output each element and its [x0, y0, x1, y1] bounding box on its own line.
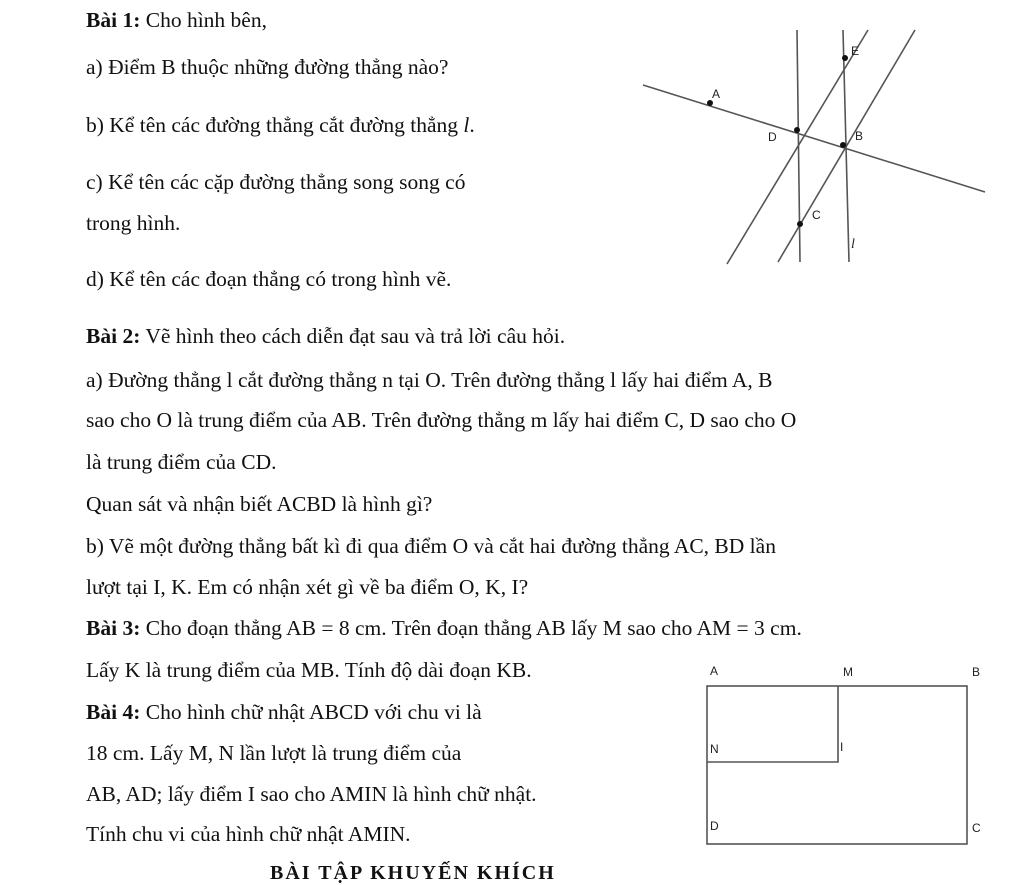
bai4-figure: [707, 686, 967, 844]
point-c-dot: [797, 221, 803, 227]
point-d-dot: [794, 127, 800, 133]
bai4-title: Bài 4:: [86, 700, 141, 724]
bai4-line2: 18 cm. Lấy M, N lần lượt là trung điểm của: [86, 741, 462, 765]
bai3-title: Bài 3:: [86, 616, 141, 640]
bai2-a-line2: sao cho O là trung điểm của AB. Trên đường thẳng m lấy hai điểm C, D sao cho O: [86, 408, 797, 432]
rect-abcd: [707, 686, 967, 844]
label-e: E: [851, 44, 860, 58]
label-rect-i: I: [840, 740, 844, 754]
label-rect-d: D: [710, 819, 719, 833]
bai4-line4: Tính chu vi của hình chữ nhật AMIN.: [86, 822, 411, 846]
line-ad-horizontal: [643, 85, 985, 192]
point-b-dot: [840, 142, 846, 148]
footer-heading: BÀI TẬP KHUYẾN KHÍCH: [270, 862, 556, 884]
bai1-question-c-line2: trong hình.: [86, 211, 181, 235]
label-l: l: [851, 237, 855, 252]
label-b: B: [855, 129, 864, 143]
label-d: D: [768, 130, 777, 144]
bai2-a-line1: a) Đường thẳng l cắt đường thẳng n tại O. Trên đường thẳng l lấy hai điểm A, B: [86, 368, 773, 392]
label-rect-m: M: [843, 665, 853, 679]
bai4-text-line1: Cho hình chữ nhật ABCD với chu vi là: [145, 700, 482, 724]
bai2-question: Quan sát và nhận biết ACBD là hình gì?: [86, 492, 433, 516]
bai1-title: Bài 1:: [86, 8, 141, 32]
bai4-line3: AB, AD; lấy điểm I sao cho AMIN là hình chữ nhật.: [86, 782, 537, 806]
label-c: C: [812, 208, 821, 222]
bai1-question-d: d) Kể tên các đoạn thẳng có trong hình vẽ.: [86, 267, 452, 291]
bai1-question-b: b) Kể tên các đường thẳng cắt đường thẳng l.: [86, 113, 475, 137]
label-rect-n: N: [710, 742, 719, 756]
label-rect-a: A: [710, 664, 719, 678]
bai2-b-line2: lượt tại I, K. Em có nhận xét gì về ba điểm O, K, I?: [86, 575, 529, 599]
label-rect-c: C: [972, 821, 981, 835]
bai2-a-line3: là trung điểm của CD.: [86, 450, 277, 474]
bai1-question-c-line1: c) Kể tên các cặp đường thẳng song song có: [86, 170, 466, 194]
label-rect-b: B: [972, 665, 981, 679]
bai2-title: Bài 2:: [86, 324, 141, 348]
bai2-intro: Vẽ hình theo cách diễn đạt sau và trả lời câu hỏi.: [145, 324, 566, 348]
bai3-line2: Lấy K là trung điểm của MB. Tính độ dài đoạn KB.: [86, 658, 532, 682]
bai1-intro: Cho hình bên,: [145, 8, 267, 32]
bai1-question-a: a) Điểm B thuộc những đường thẳng nào?: [86, 55, 449, 79]
rect-amin-inner: [707, 686, 838, 762]
point-e-dot: [842, 55, 848, 61]
label-a: A: [712, 87, 721, 101]
bai3-text-line1: Cho đoạn thẳng AB = 8 cm. Trên đoạn thẳng AB lấy M sao cho AM = 3 cm.: [145, 616, 802, 640]
bai1-question-b-text: b) Kể tên các đường thẳng cắt đường thẳng: [86, 113, 464, 137]
bai2-b-line1: b) Vẽ một đường thẳng bất kì đi qua điểm O và cắt hai đường thẳng AC, BD lần: [86, 534, 776, 558]
bai1-question-b-var: l: [463, 113, 470, 137]
